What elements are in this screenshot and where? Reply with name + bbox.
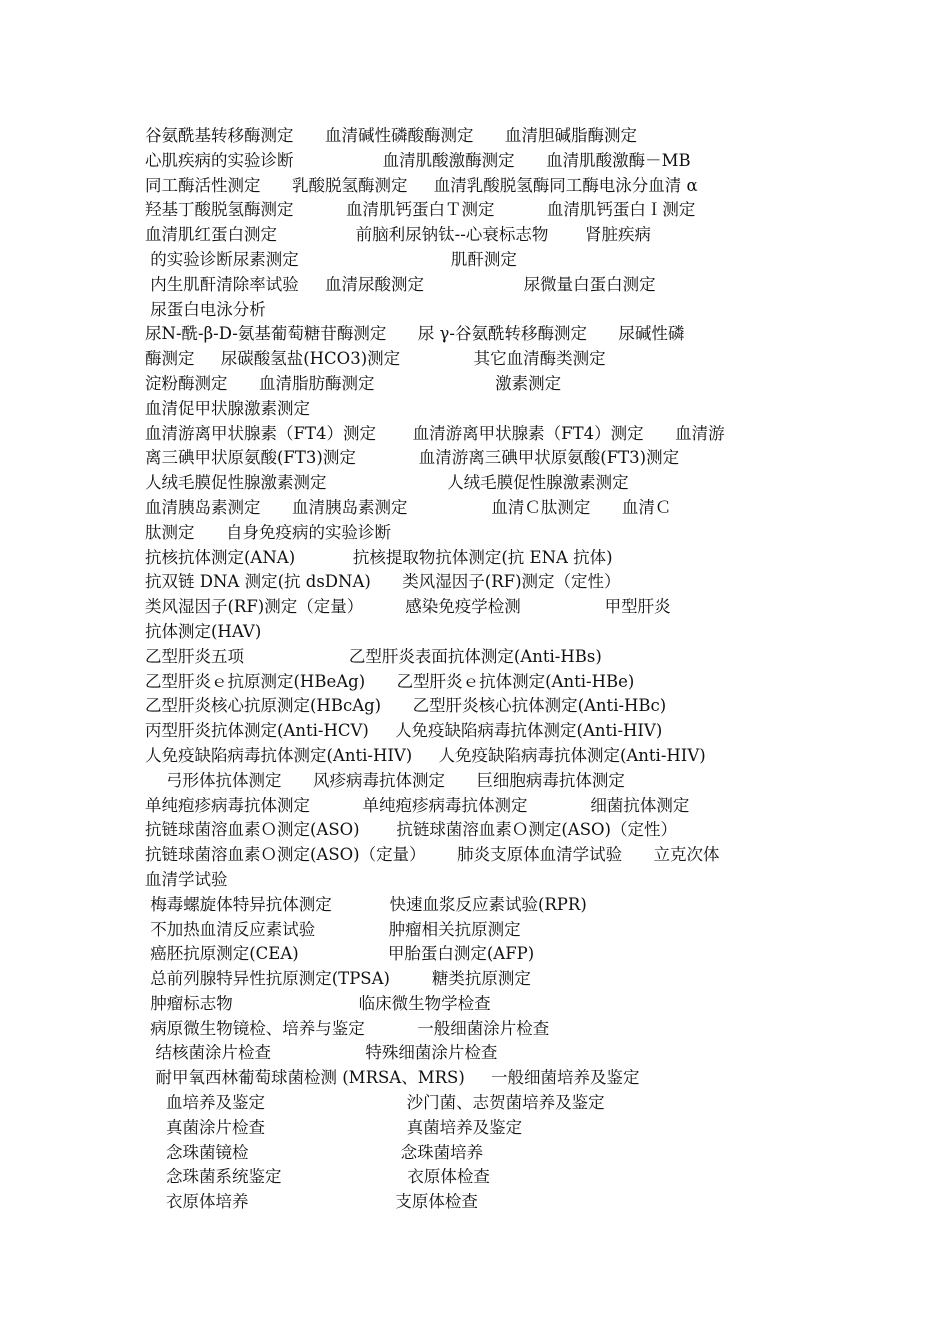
- text-line: 肿瘤标志物 临床微生物学检查: [145, 993, 491, 1013]
- text-line: 尿蛋白电泳分析: [145, 299, 266, 319]
- text-line: 肽测定 自身免疫病的实验诊断: [145, 522, 391, 542]
- text-line: 抗双链 DNA 测定(抗 dsDNA) 类风湿因子(RF)测定（定性）: [145, 572, 621, 592]
- text-line: 同工酶活性测定 乳酸脱氢酶测定 血清乳酸脱氢酶同工酶电泳分血清 α: [145, 175, 698, 195]
- text-line: 抗链球菌溶血素Ｏ测定(ASO)（定量） 肺炎支原体血清学试验 立克次体: [145, 845, 720, 865]
- text-line: 血清促甲状腺激素测定: [145, 398, 310, 418]
- text-line: 人绒毛膜促性腺激素测定 人绒毛膜促性腺激素测定: [145, 473, 629, 493]
- text-line: 抗体测定(HAV): [145, 621, 262, 641]
- text-line: 单纯疱疹病毒抗体测定 单纯疱疹病毒抗体测定 细菌抗体测定: [145, 795, 690, 815]
- text-line: 人免疫缺陷病毒抗体测定(Anti-HIV) 人免疫缺陷病毒抗体测定(Anti-HIV): [145, 745, 706, 765]
- text-line: 血清肌红蛋白测定 前脑利尿钠钛--心衰标志物 肾脏疾病: [145, 225, 652, 245]
- text-line: 乙型肝炎五项 乙型肝炎表面抗体测定(Anti-HBs): [145, 646, 602, 666]
- text-line: 丙型肝炎抗体测定(Anti-HCV) 人免疫缺陷病毒抗体测定(Anti-HIV): [145, 721, 663, 741]
- text-line: 谷氨酰基转移酶测定 血清碱性磷酸酶测定 血清胆碱脂酶测定: [145, 126, 637, 145]
- document-body: [145, 124, 810, 1215]
- text-line: 羟基丁酸脱氢酶测定 血清肌钙蛋白Ｔ测定 血清肌钙蛋白Ｉ测定: [145, 200, 696, 220]
- text-line: 离三碘甲状原氨酸(FT3)测定 血清游离三碘甲状原氨酸(FT3)测定: [145, 448, 680, 468]
- text-line: 的实验诊断尿素测定 肌酐测定: [145, 249, 517, 269]
- text-line: 结核菌涂片检查 特殊细菌涂片检查: [145, 1043, 498, 1063]
- text-line: 不加热血清反应素试验 肿瘤相关抗原测定: [145, 919, 521, 939]
- text-line: 乙型肝炎核心抗原测定(HBcAg) 乙型肝炎核心抗体测定(Anti-HBc): [145, 696, 667, 716]
- text-line: 乙型肝炎ｅ抗原测定(HBeAg) 乙型肝炎ｅ抗体测定(Anti-HBe): [145, 671, 635, 691]
- text-line: 血清学试验: [145, 869, 228, 889]
- text-line: 真菌涂片检查 真菌培养及鉴定: [145, 1117, 523, 1137]
- text-line: 抗核抗体测定(ANA) 抗核提取物抗体测定(抗 ENA 抗体): [145, 547, 613, 567]
- text-line: 血清胰岛素测定 血清胰岛素测定 血清Ｃ肽测定 血清Ｃ: [145, 497, 672, 517]
- text-line: 内生肌酐清除率试验 血清尿酸测定 尿微量白蛋白测定: [145, 274, 656, 294]
- text-line: 酶测定 尿碳酸氢盐(HCO3)测定 其它血清酶类测定: [145, 349, 606, 369]
- text-line: 尿N-酰-β-D-氨基葡萄糖苷酶测定 尿 γ-谷氨酰转移酶测定 尿碱性磷: [145, 324, 685, 344]
- text-line: 血清游离甲状腺素（FT4）测定 血清游离甲状腺素（FT4）测定 血清游: [145, 423, 725, 443]
- text-line: 类风湿因子(RF)测定（定量） 感染免疫学检测 甲型肝炎: [145, 597, 671, 617]
- text-line: 癌胚抗原测定(CEA) 甲胎蛋白测定(AFP): [145, 944, 535, 964]
- text-line: 衣原体培养 支原体检查: [145, 1192, 478, 1212]
- text-line: 病原微生物镜检、培养与鉴定 一般细菌涂片检查: [145, 1018, 550, 1038]
- text-line: 耐甲氧西林葡萄球菌检测 (MRSA、MRS) 一般细菌培养及鉴定: [145, 1068, 640, 1088]
- text-line: 抗链球菌溶血素Ｏ测定(ASO) 抗链球菌溶血素Ｏ测定(ASO)（定性）: [145, 820, 677, 840]
- text-line: 念珠菌系统鉴定 衣原体检查: [145, 1167, 490, 1187]
- text-line: 总前列腺特异性抗原测定(TPSA) 糖类抗原测定: [145, 969, 531, 989]
- text-line: 弓形体抗体测定 风疹病毒抗体测定 巨细胞病毒抗体测定: [145, 770, 625, 790]
- text-line: 梅毒螺旋体特异抗体测定 快速血浆反应素试验(RPR): [145, 894, 587, 914]
- text-line: 念珠菌镜检 念珠菌培养: [145, 1142, 484, 1162]
- text-line: 血培养及鉴定 沙门菌、志贺菌培养及鉴定: [145, 1093, 605, 1113]
- text-line: 心肌疾病的实验诊断 血清肌酸激酶测定 血清肌酸激酶－MB: [145, 150, 691, 170]
- text-line: 淀粉酶测定 血清脂肪酶测定 激素测定: [145, 373, 562, 393]
